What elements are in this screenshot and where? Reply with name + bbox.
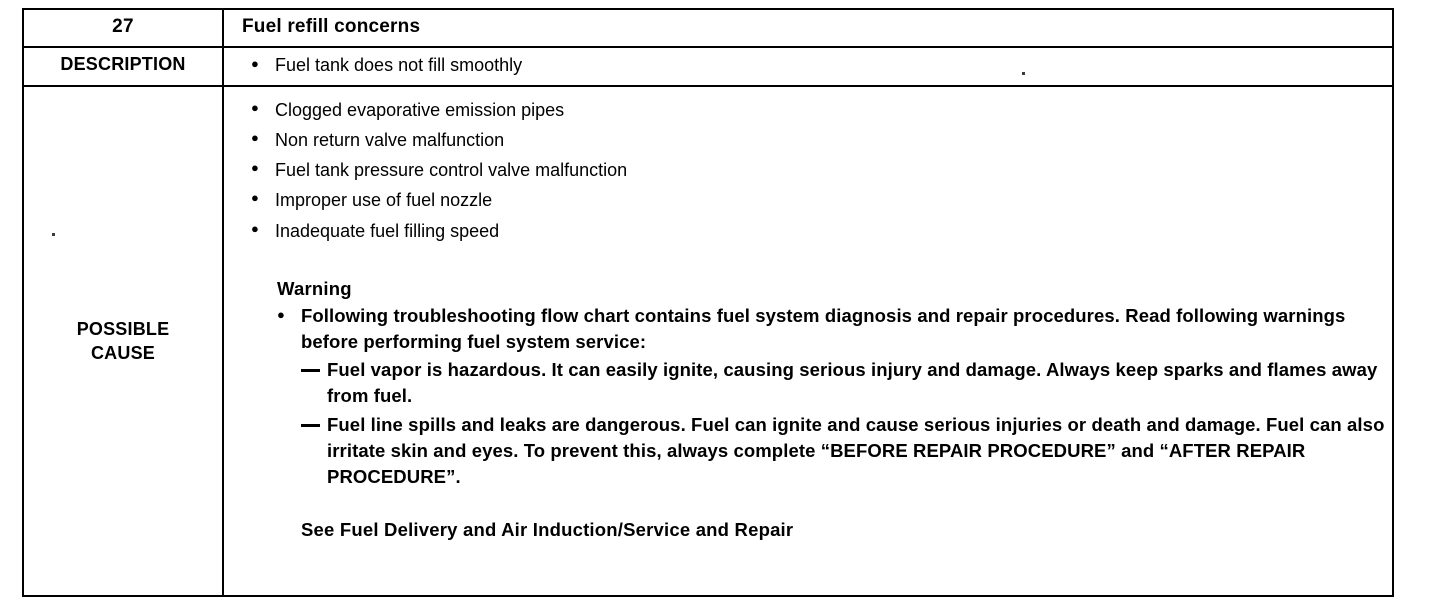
list-item: ● Inadequate fuel filling speed xyxy=(242,218,1392,244)
warning-dash-list xyxy=(277,357,1392,490)
list-item: ● Non return valve malfunction xyxy=(242,127,1392,153)
table-row xyxy=(23,86,1393,596)
cause-list xyxy=(242,97,1392,243)
warning-block xyxy=(242,278,1392,541)
list-item: Fuel line spills and leaks are dangerous. Fuel can ignite and cause serious injuries or death and damage. Fuel can also irritate skin and eyes. To prevent this, always complete “BEFORE REPAIR PROCEDURE” and “AFTER REPAIR PROCEDURE”. xyxy=(301,412,1392,491)
description-cell xyxy=(223,47,1393,86)
possible-cause-label-line2: CAUSE xyxy=(90,343,155,364)
description-bullet: ● Fuel tank does not fill smoothly xyxy=(242,53,1392,78)
item-number: 27 xyxy=(23,9,223,47)
list-item: ● Improper use of fuel nozzle xyxy=(242,187,1392,213)
list-item: ● Clogged evaporative emission pipes xyxy=(242,97,1392,123)
possible-cause-cell xyxy=(223,86,1393,596)
list-item: Fuel vapor is hazardous. It can easily ignite, causing serious injury and damage. Always keep sparks and flames away from fuel. xyxy=(301,357,1392,410)
list-item: ● Fuel tank pressure control valve malfunction xyxy=(242,157,1392,183)
description-label: DESCRIPTION xyxy=(23,47,223,86)
item-title: Fuel refill concerns xyxy=(223,9,1393,47)
warning-heading: Warning xyxy=(277,277,352,299)
see-reference: See Fuel Delivery and Air Induction/Service and Repair xyxy=(301,518,794,540)
possible-cause-label-line1: POSSIBLE xyxy=(76,318,170,339)
warning-bullet: ● Following troubleshooting flow chart contains fuel system diagnosis and repair procedures. Read following warnings before performing fuel system service: xyxy=(277,303,1392,356)
table-row xyxy=(23,9,1393,47)
table-row xyxy=(23,47,1393,86)
possible-cause-label xyxy=(23,86,223,596)
troubleshooting-table xyxy=(22,8,1394,597)
